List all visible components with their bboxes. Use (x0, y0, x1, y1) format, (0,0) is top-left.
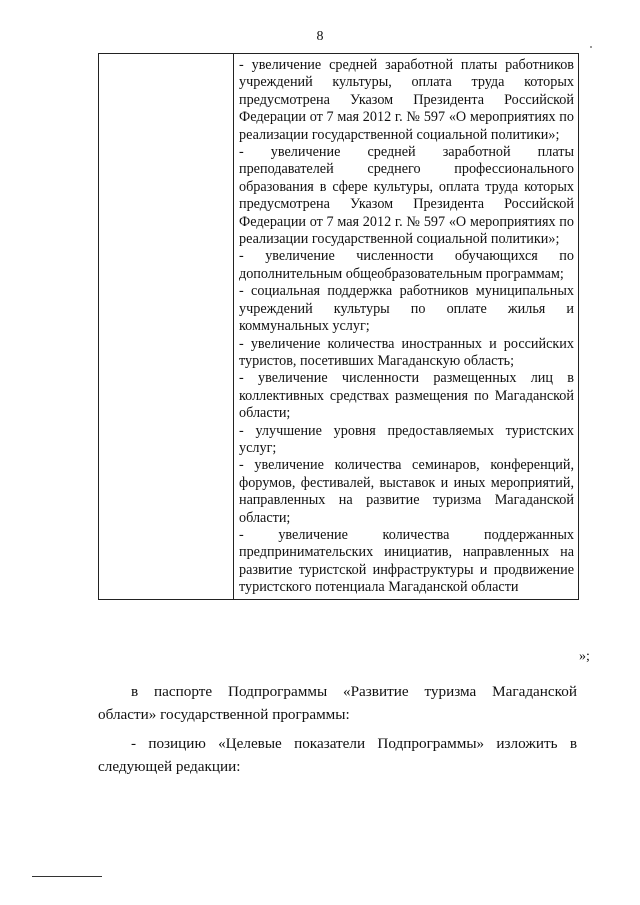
list-item: - социальная поддержка работников муниципальных учреждений культуры по оплате жилья и коммунальных услуг; (239, 283, 574, 335)
paragraph-position: - позицию «Целевые показатели Подпрограммы» изложить в следующей редакции: (98, 735, 577, 775)
closing-quote: »; (579, 649, 590, 664)
table-left-cell (99, 54, 234, 600)
table-row (99, 54, 579, 600)
list-item: - улучшение уровня предоставляемых туристских услуг; (239, 422, 574, 456)
list-item: - увеличение количества семинаров, конференций, форумов, фестивалей, выставок и иных мероприятий, направленных на развитие туризма Магаданской области; (239, 457, 574, 526)
paragraph-passport: в паспорте Подпрограммы «Развитие туризма Магаданской области» государственной программы: (98, 683, 577, 723)
list-item: - увеличение количества иностранных и российских туристов, посетивших Магаданскую область; (239, 335, 574, 369)
table-right-cell (234, 54, 579, 600)
page-number: 8 (316, 29, 324, 44)
scan-speck (590, 46, 592, 48)
list-item: - увеличение средней заработной платы работников учреждений культуры, оплата труда которых предусмотрена Указом Президента Российской Федерации от 7 мая 2012 г. № 597 «О мероприятиях по реализации государственной социальной политики»; (239, 57, 574, 143)
list-item: - увеличение численности обучающихся по дополнительным общеобразовательным программам; (239, 248, 574, 282)
list-item: - увеличение количества поддержанных предпринимательских инициатив, направленных на развитие туристской инфраструктуры и продвижение туристского потенциала Магаданской области (239, 526, 574, 596)
indicators-table (98, 53, 579, 600)
footer-rule (32, 876, 102, 877)
list-item: - увеличение численности размещенных лиц в коллективных средствах размещения по Магаданской области; (239, 370, 574, 422)
list-item: - увеличение средней заработной платы преподавателей среднего профессионального образования в сфере культуры, оплата труда которых предусмотрена Указом Президента Российской Федерации от 7 мая 2012 г. № 597 «О мероприятиях по реализации государственной социальной политики»; (239, 144, 574, 248)
